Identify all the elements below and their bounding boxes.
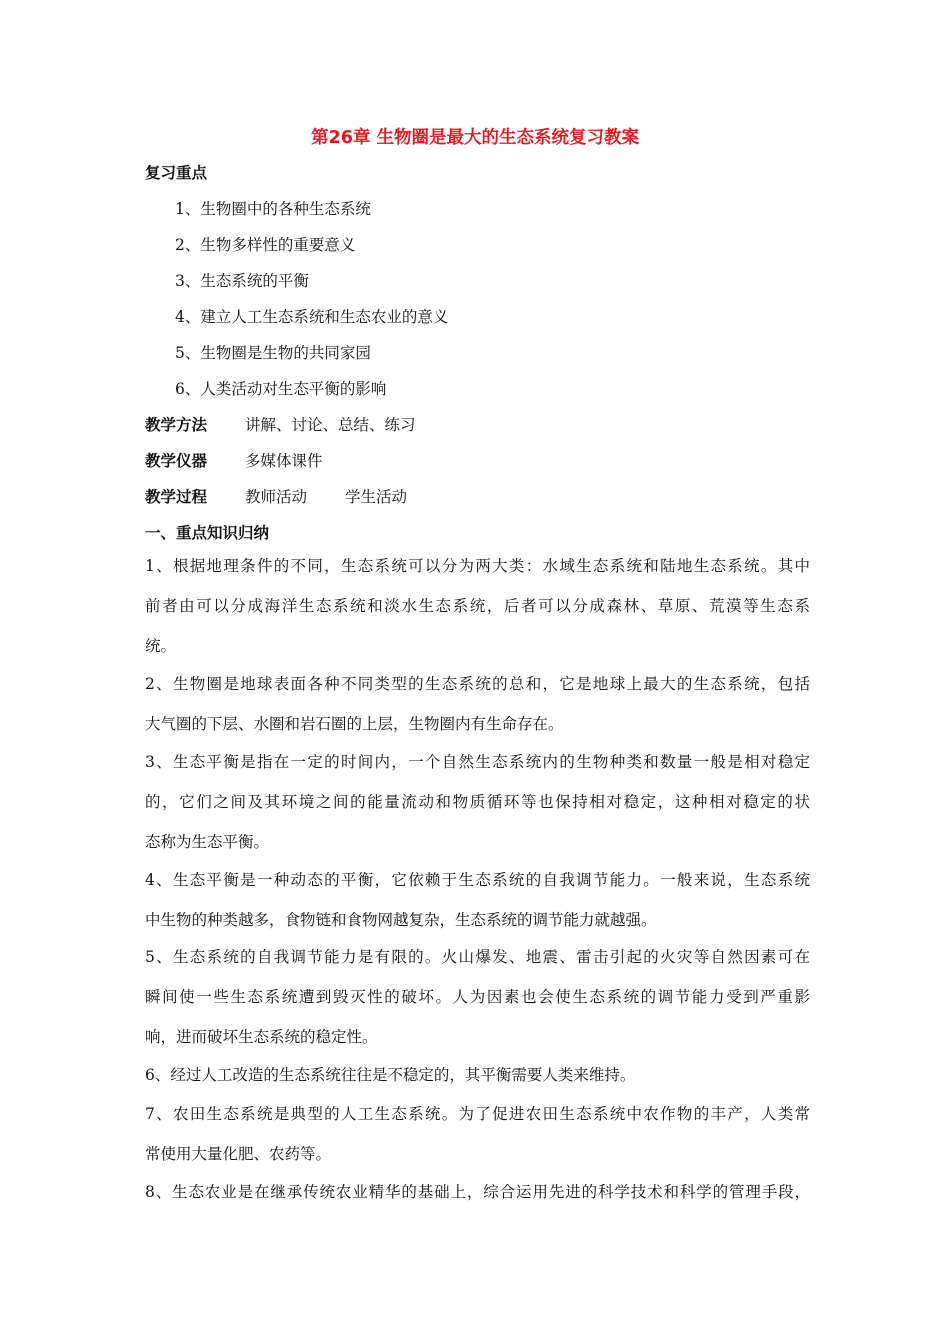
equipment-value: 多媒体课件: [245, 452, 323, 470]
paragraph-line: 4、生态平衡是一种动态的平衡，它依赖于生态系统的自我调节能力。一般来说，生态系统: [145, 871, 810, 889]
paragraph-8: [145, 1172, 810, 1212]
section-heading: 一、重点知识归纳: [145, 524, 270, 542]
paragraph-7: [145, 1094, 810, 1174]
paragraph-1: [145, 546, 810, 666]
paragraph-line: 中生物的种类越多，食物链和食物网越复杂，生态系统的调节能力就越强。: [145, 911, 657, 929]
equipment-label: 教学仪器: [145, 452, 208, 470]
paragraph-4: [145, 860, 810, 940]
paragraph-line: 常使用大量化肥、农药等。: [145, 1145, 332, 1163]
paragraph-line: 7、农田生态系统是典型的人工生态系统。为了促进农田生态系统中农作物的丰产，人类常: [145, 1105, 810, 1123]
paragraph-line: 统。: [145, 637, 177, 655]
paragraph-line: 的，它们之间及其环境之间的能量流动和物质循环等也保持相对稳定，这种相对稳定的状: [145, 793, 810, 811]
process-student: 学生活动: [345, 488, 408, 506]
paragraph-2: [145, 664, 810, 744]
review-item: 3、生态系统的平衡: [175, 272, 309, 290]
paragraph-line: 6、经过人工改造的生态系统往往是不稳定的，其平衡需要人类来维持。: [145, 1066, 636, 1084]
paragraph-line: 前者由可以分成海洋生态系统和淡水生态系统，后者可以分成森林、草原、荒漠等生态系: [145, 597, 810, 615]
review-item: 1、生物圈中的各种生态系统: [175, 200, 371, 218]
review-item: 2、生物多样性的重要意义: [175, 236, 356, 254]
review-item: 4、建立人工生态系统和生态农业的意义: [175, 308, 449, 326]
paragraph-5: [145, 937, 810, 1057]
paragraph-line: 2、生物圈是地球表面各种不同类型的生态系统的总和，它是地球上最大的生态系统，包括: [145, 675, 810, 693]
paragraph-line: 3、生态平衡是指在一定的时间内，一个自然生态系统内的生物种类和数量一般是相对稳定: [145, 753, 810, 771]
method-label: 教学方法: [145, 416, 208, 434]
paragraph-line: 1、根据地理条件的不同，生态系统可以分为两大类：水域生态系统和陆地生态系统。其中: [145, 557, 810, 575]
paragraph-line: 态称为生态平衡。: [145, 833, 270, 851]
paragraph-line: 8、生态农业是在继承传统农业精华的基础上，综合运用先进的科学技术和科学的管理手段，: [145, 1183, 810, 1201]
paragraph-line: 大气圈的下层、水圈和岩石圈的上层，生物圈内有生命存在。: [145, 715, 564, 733]
review-item: 5、生物圈是生物的共同家园: [175, 344, 371, 362]
process-teacher: 教师活动: [245, 488, 308, 506]
review-heading: 复习重点: [145, 164, 208, 182]
paragraph-6: [145, 1055, 810, 1095]
review-item: 6、人类活动对生态平衡的影响: [175, 380, 387, 398]
document-title: 第26章 生物圈是最大的生态系统复习教案: [311, 128, 639, 148]
paragraph-line: 5、生态系统的自我调节能力是有限的。火山爆发、地震、雷击引起的火灾等自然因素可在: [145, 948, 810, 966]
paragraph-line: 响，进而破坏生态系统的稳定性。: [145, 1028, 378, 1046]
paragraph-3: [145, 742, 810, 862]
process-label: 教学过程: [145, 488, 208, 506]
method-value: 讲解、讨论、总结、练习: [245, 416, 416, 434]
paragraph-line: 瞬间使一些生态系统遭到毁灭性的破坏。人为因素也会使生态系统的调节能力受到严重影: [145, 988, 810, 1006]
